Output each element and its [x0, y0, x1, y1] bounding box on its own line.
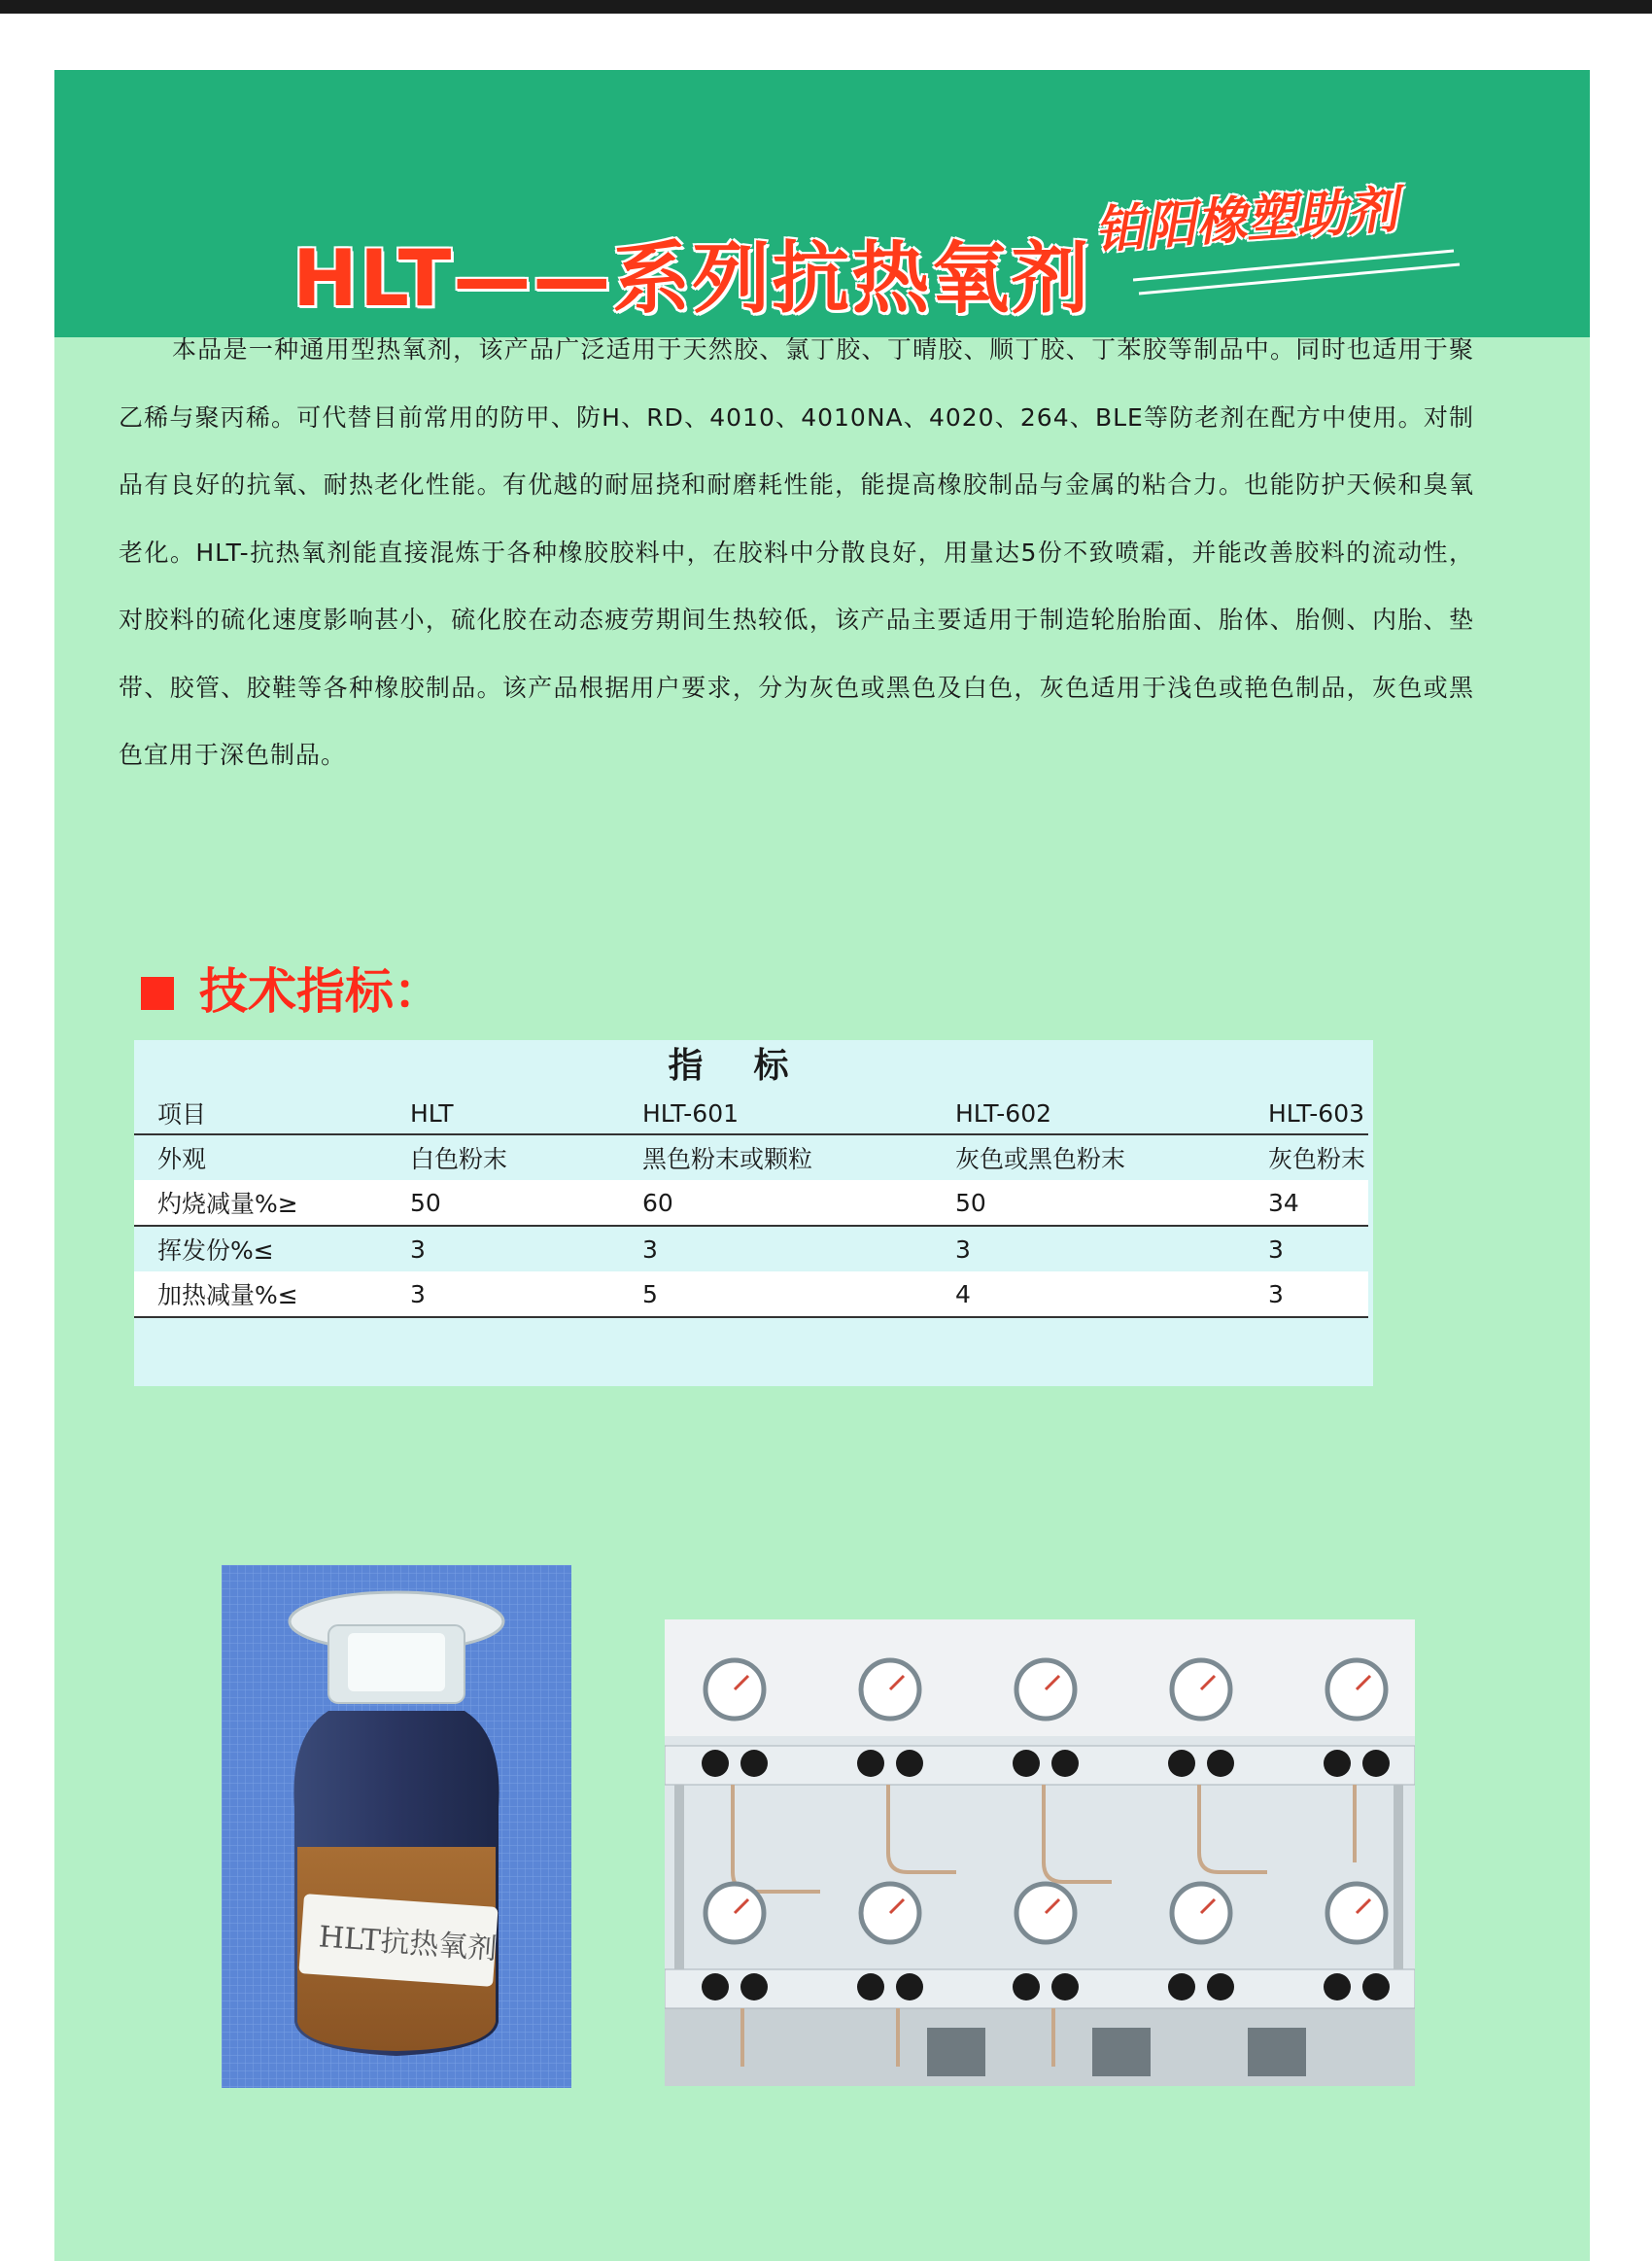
table-cell: 50 [387, 1180, 619, 1226]
pressure-gauges-photo [665, 1619, 1415, 2086]
table-cell: 3 [955, 1235, 971, 1264]
table-cell: 挥发份%≤ [157, 1236, 274, 1265]
gauges-illustration [665, 1619, 1415, 2086]
table-cell: 34 [1245, 1180, 1368, 1226]
bullet-square-icon [141, 977, 174, 1010]
brand-underline [1133, 243, 1463, 301]
spec-table-caption: 指标 [668, 1046, 840, 1086]
bottle-label-text: HLT抗热氧剂 [317, 1920, 499, 1967]
table-cell: 4 [932, 1271, 1245, 1317]
brand-name: 铂阳橡塑助剂 [1092, 180, 1400, 261]
header-band [54, 70, 1590, 337]
table-cell: 60 [619, 1180, 932, 1226]
table-cell: 3 [387, 1271, 619, 1317]
specs-heading [141, 953, 442, 1023]
table-cell: 外观 [157, 1145, 207, 1173]
table-cell: 3 [1268, 1235, 1284, 1264]
table-cell: 5 [619, 1271, 932, 1317]
table-cell: 加热减量%≤ [134, 1271, 387, 1317]
table-cell: 3 [410, 1235, 426, 1264]
table-cell: 灰色粉末 [1268, 1145, 1366, 1173]
table-cell: 灰色或黑色粉末 [955, 1145, 1126, 1173]
spec-table-panel [134, 1040, 1373, 1386]
specs-heading-text: 技术指标： [199, 963, 442, 1020]
page-title: HLT——系列抗热氧剂 [293, 233, 1091, 324]
product-bottle-photo [222, 1565, 571, 2088]
table-header-row [134, 1093, 1368, 1134]
column-header: HLT [387, 1093, 619, 1134]
table-cell: 50 [932, 1180, 1245, 1226]
top-border [0, 0, 1652, 14]
table-cell: 灼烧减量%≥ [134, 1180, 387, 1226]
intro-paragraph: 本品是一种通用型热氧剂，该产品广泛适用于天然胶、氯丁胶、丁晴胶、顺丁胶、丁苯胶等制品中。同时也适用于聚乙稀与聚丙稀。可代替目前常用的防甲、防H、RD、4010、4010NA、4020、264、BLE等防老剂在配方中使用。对制品有良好的抗氧、耐热老化性能。有优越的耐屈挠和耐磨耗性能，能提高橡胶制品与金属的粘合力。也能防护天候和臭氧老化。HLT-抗热氧剂能直接混炼于各种橡胶胶料中，在胶料中分散良好，用量达5份不致喷霜，并能改善胶料的流动性，对胶料的硫化速度影响甚小，硫化胶在动态疲劳期间生热较低，该产品主要适用于制造轮胎胎面、胎体、胎侧、内胎、垫带、胶管、胶鞋等各种橡胶制品。该产品根据用户要求，分为灰色或黑色及白色，灰色适用于浅色或艳色制品，灰色或黑色宜用于深色制品。 [119, 335, 1474, 769]
column-header: 项目 [134, 1093, 387, 1134]
table-row [134, 1180, 1368, 1226]
table-row [134, 1226, 1368, 1271]
table-row [134, 1271, 1368, 1317]
table-cell: 3 [1245, 1271, 1368, 1317]
column-header: HLT-601 [619, 1093, 932, 1134]
table-row [134, 1134, 1368, 1180]
table-cell: 白色粉末 [410, 1145, 508, 1173]
table-cell: 黑色粉末或颗粒 [642, 1145, 813, 1173]
column-header: HLT-602 [932, 1093, 1245, 1134]
column-header: HLT-603 [1245, 1093, 1368, 1134]
table-cell: 3 [642, 1235, 658, 1264]
bottle-illustration [222, 1565, 571, 2088]
spec-table [134, 1093, 1368, 1318]
